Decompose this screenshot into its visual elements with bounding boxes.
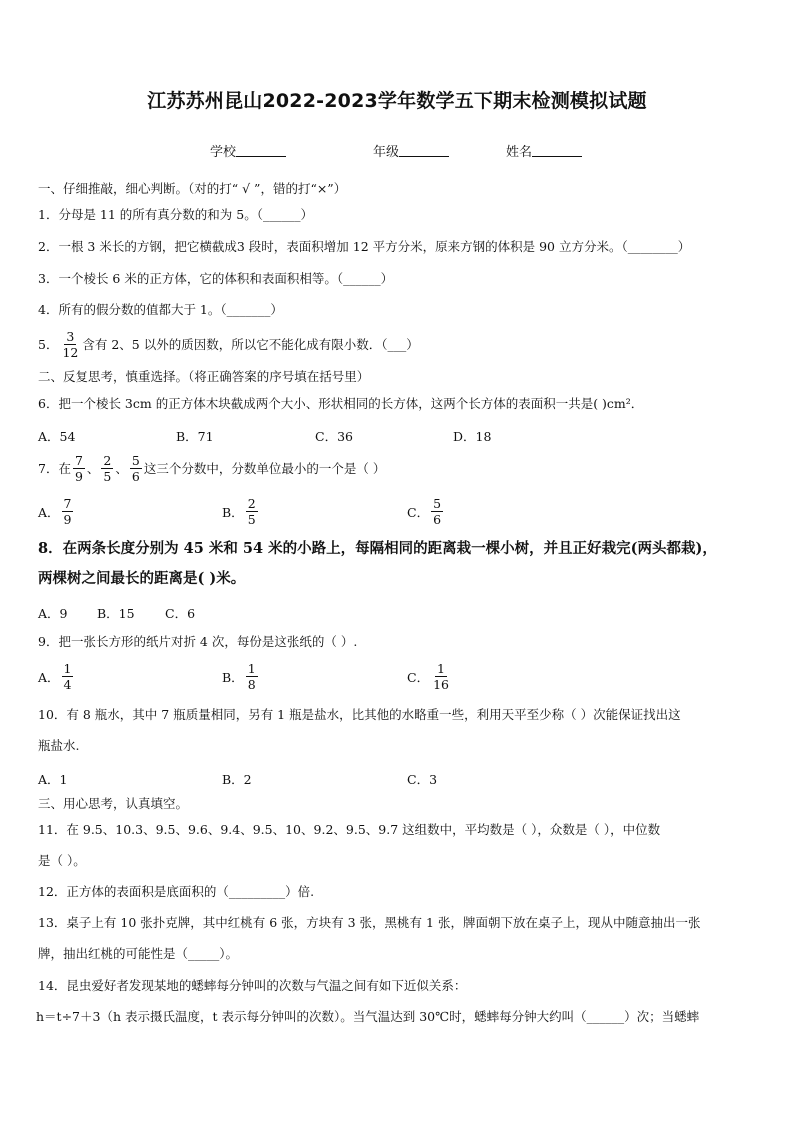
question-5-number: 5． — [38, 336, 59, 352]
question-11-line-2: 是（ ）。 — [38, 853, 86, 868]
fraction-3-12 — [60, 329, 80, 360]
option-label: C． — [407, 669, 430, 685]
fraction-numerator: 1 — [63, 661, 72, 676]
question-7-text: 这三个分数中，分数单位最小的一个是（ ） — [143, 460, 386, 476]
grade-field — [373, 141, 449, 160]
fraction-numerator: 3 — [66, 329, 75, 344]
q6-option-b[interactable]: B．71 — [176, 429, 214, 444]
option-fraction — [431, 661, 451, 692]
grade-label: 年级 — [373, 145, 400, 160]
q8-option-b[interactable]: B．15 — [97, 606, 135, 621]
question-7 — [38, 453, 758, 484]
question-8-line-2: 两棵树之间最长的距离是( )米。 — [38, 570, 246, 587]
fraction-denominator: 6 — [433, 512, 442, 527]
option-label: C． — [407, 504, 430, 520]
option-fraction — [62, 661, 74, 692]
fraction-denominator: 12 — [62, 345, 79, 360]
option-label: A． — [38, 504, 60, 520]
option-fraction — [246, 661, 258, 692]
fraction-numerator: 7 — [63, 496, 72, 511]
q8-option-c[interactable]: C．6 — [165, 606, 196, 621]
question-14-line-2: h＝t÷7＋3（h 表示摄氏温度，t 表示每分钟叫的次数）。当气温达到 30℃时，蟋蟀每分钟大约叫（______）次；当蟋蟀 — [36, 1009, 700, 1024]
option-label: A． — [38, 669, 60, 685]
fraction-numerator: 1 — [437, 661, 445, 676]
question-13-line-1: 13．桌子上有 10 张扑克牌，其中红桃有 6 张，方块有 3 张，黑桃有 1 张，牌面朝下放在桌子上，现从中随意抽出一张 — [38, 915, 701, 930]
question-5 — [38, 329, 758, 360]
fraction-denominator: 9 — [74, 469, 83, 484]
option-fraction — [246, 496, 258, 527]
question-8-line-1: 8．在两条长度分别为 45 米和 54 米的小路上，每隔相同的距离栽一棵小树，并且正好栽完(两头都栽)， — [38, 540, 717, 557]
question-4: 4．所有的假分数的值都大于 1。（_______） — [38, 302, 283, 317]
q6-option-d[interactable]: D．18 — [453, 429, 492, 444]
q6-option-c[interactable]: C．36 — [315, 429, 353, 444]
question-10-line-1: 10．有 8 瓶水，其中 7 瓶质量相同，另有 1 瓶是盐水，比其他的水略重一些，利用天平至少称（ ）次能保证找出这 — [38, 707, 681, 722]
fraction-denominator: 5 — [247, 512, 256, 527]
fraction-numerator: 5 — [131, 453, 140, 468]
fraction-numerator: 2 — [103, 453, 112, 468]
name-field — [506, 141, 582, 160]
fraction-numerator: 1 — [247, 661, 256, 676]
fraction-denominator: 16 — [433, 677, 449, 692]
q9-option-b[interactable] — [222, 661, 260, 692]
fraction-numerator: 2 — [247, 496, 256, 511]
fraction-denominator: 6 — [131, 469, 140, 484]
question-13-line-2: 牌，抽出红桃的可能性是（_____）。 — [38, 946, 239, 961]
name-blank — [532, 143, 582, 157]
separator: 、 — [115, 460, 128, 476]
fraction-numerator: 7 — [74, 453, 83, 468]
q9-option-c[interactable] — [407, 661, 453, 692]
q7-option-a[interactable] — [38, 496, 75, 527]
option-label: B． — [222, 669, 244, 685]
option-fraction — [62, 496, 74, 527]
question-10-line-2: 瓶盐水. — [38, 738, 80, 753]
question-6: 6．把一个棱长 3cm 的正方体木块截成两个大小、形状相同的长方体，这两个长方体的表面积一共是( )cm²． — [38, 396, 644, 411]
name-label: 姓名 — [506, 145, 533, 160]
school-label: 学校 — [210, 145, 237, 160]
q10-option-b[interactable]: B．2 — [222, 772, 252, 787]
q9-option-a[interactable] — [38, 661, 75, 692]
fraction-7-9 — [73, 453, 85, 484]
question-12: 12．正方体的表面积是底面积的（_________）倍. — [38, 884, 315, 899]
school-field — [210, 141, 286, 160]
q7-option-b[interactable] — [222, 496, 260, 527]
question-7-prefix: 7．在 — [38, 460, 71, 476]
section-3-heading: 三、用心思考，认真填空。 — [38, 796, 189, 811]
fraction-5-6 — [130, 453, 142, 484]
option-label: B． — [222, 504, 244, 520]
section-2-heading: 二、反复思考，慎重选择。（将正确答案的序号填在括号里） — [38, 369, 370, 384]
fraction-denominator: 5 — [103, 469, 112, 484]
question-1: 1．分母是 11 的所有真分数的和为 5。（______） — [38, 207, 313, 222]
fraction-2-5 — [101, 453, 113, 484]
question-14-line-1: 14．昆虫爱好者发现某地的蟋蟀每分钟叫的次数与气温之间有如下近似关系： — [38, 978, 467, 993]
question-9: 9．把一张长方形的纸片对折 4 次，每份是这张纸的（ ）. — [38, 634, 358, 649]
q6-option-a[interactable]: A．54 — [38, 429, 76, 444]
fraction-denominator: 8 — [247, 677, 256, 692]
question-2: 2．一根 3 米长的方钢，把它横截成3 段时，表面积增加 12 平方分米，原来方钢的体积是 90 立方分米。（________） — [38, 239, 691, 254]
fraction-denominator: 4 — [63, 677, 72, 692]
page-title: 江苏苏州昆山2022-2023学年数学五下期末检测模拟试题 — [147, 90, 647, 112]
fraction-numerator: 5 — [433, 496, 442, 511]
question-11-line-1: 11．在 9.5、10.3、9.5、9.6、9.4、9.5、10、9.2、9.5、9.7 这组数中，平均数是（ ），众数是（ ），中位数 — [38, 822, 661, 837]
question-5-text: 含有 2、5 以外的质因数，所以它不能化成有限小数．（___） — [82, 336, 419, 352]
fraction-denominator: 9 — [63, 512, 72, 527]
q10-option-a[interactable]: A．1 — [38, 772, 68, 787]
option-fraction — [431, 496, 443, 527]
school-blank — [236, 143, 286, 157]
section-1-heading: 一、仔细推敲，细心判断。（对的打“ √ ”，错的打“×”） — [38, 181, 347, 196]
question-3: 3．一个棱长 6 米的正方体，它的体积和表面积相等。（______） — [38, 271, 394, 286]
separator: 、 — [86, 460, 100, 476]
grade-blank — [399, 143, 449, 157]
q10-option-c[interactable]: C．3 — [407, 772, 438, 787]
q8-option-a[interactable]: A．9 — [38, 606, 68, 621]
q7-option-c[interactable] — [407, 496, 445, 527]
